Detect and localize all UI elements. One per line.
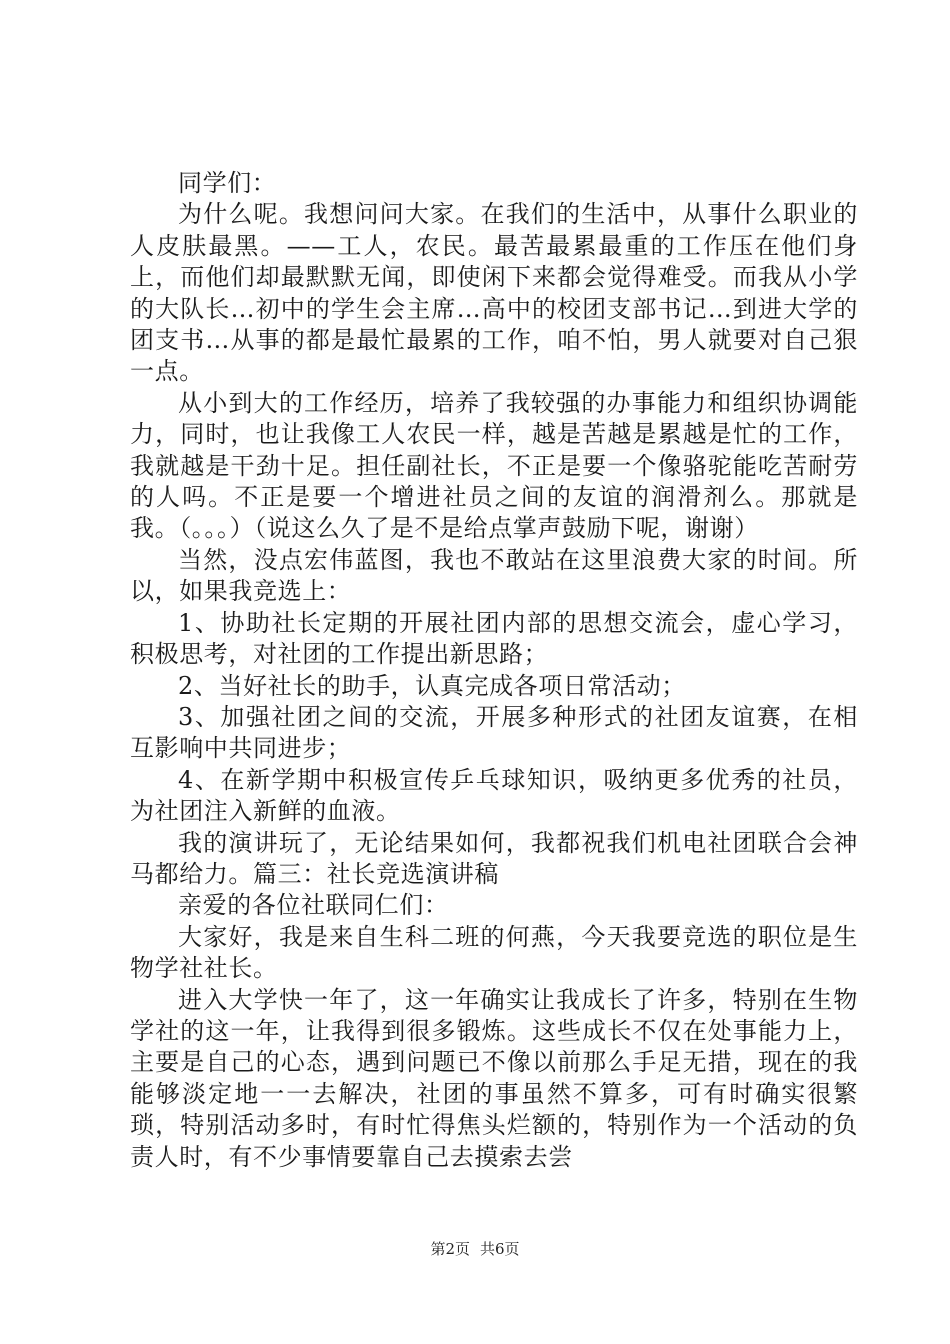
paragraph: 我的演讲玩了，无论结果如何，我都祝我们机电社团联合会神马都给力。篇三：社长竞选演讲稿 <box>130 828 858 888</box>
document-body <box>130 168 858 1173</box>
list-item: 2、当好社长的助手，认真完成各项日常活动； <box>178 671 686 700</box>
page-number: 第2页 <box>430 1240 470 1258</box>
paragraph-greeting: 亲爱的各位社联同仁们： <box>178 891 449 920</box>
list-item: 3、加强社团之间的交流，开展多种形式的社团友谊赛，在相互影响中共同进步； <box>130 702 858 763</box>
paragraph: 进入大学快一年了，这一年确实让我成长了许多，特别在生物学社的这一年，让我得到很多锻炼。这些成长不仅在处事能力上，主要是自己的心态，遇到问题已不像以前那么手足无措，现在的我能够淡定地一一去解决，社团的事虽然不算多，可有时确实很繁琐，特别活动多时，有时忙得焦头烂额的，特别作为一个活动的负责人时，有不少事情要靠自己去摸索去尝 <box>130 985 858 1171</box>
list-item: 4、在新学期中积极宣传乒乓球知识，吸纳更多优秀的社员，为社团注入新鲜的血液。 <box>130 765 858 826</box>
paragraph: 当然，没点宏伟蓝图，我也不敢站在这里浪费大家的时间。所以，如果我竞选上： <box>130 545 858 606</box>
page-footer <box>0 1238 950 1259</box>
page-total: 共6页 <box>480 1240 520 1258</box>
paragraph-greeting: 同学们： <box>178 169 277 197</box>
list-item: 1、协助社长定期的开展社团内部的思想交流会，虚心学习，积极思考，对社团的工作提出新思路； <box>130 608 858 669</box>
paragraph: 从小到大的工作经历，培养了我较强的办事能力和组织协调能力，同时，也让我像工人农民一样，越是苦越是累越是忙的工作，我就越是干劲十足。担任副社长，不正是要一个像骆驼能吃苦耐劳的人吗。不正是要一个增进社员之间的友谊的润滑剂么。那就是我。（。。。）（说这么久了是不是给点掌声鼓励下呢，谢谢） <box>130 388 858 543</box>
paragraph: 为什么呢。我想问问大家。在我们的生活中，从事什么职业的人皮肤最黑。——工人，农民。最苦最累最重的工作压在他们身上，而他们却最默默无闻，即使闲下来都会觉得难受。而我从小学的大队长…初中的学生会主席…高中的校团支部书记…到进大学的团支书…从事的都是最忙最累的工作，咱不怕，男人就要对自己狠一点。 <box>130 200 858 386</box>
paragraph: 大家好，我是来自生科二班的何燕，今天我要竞选的职位是生物学社社长。 <box>130 922 858 983</box>
